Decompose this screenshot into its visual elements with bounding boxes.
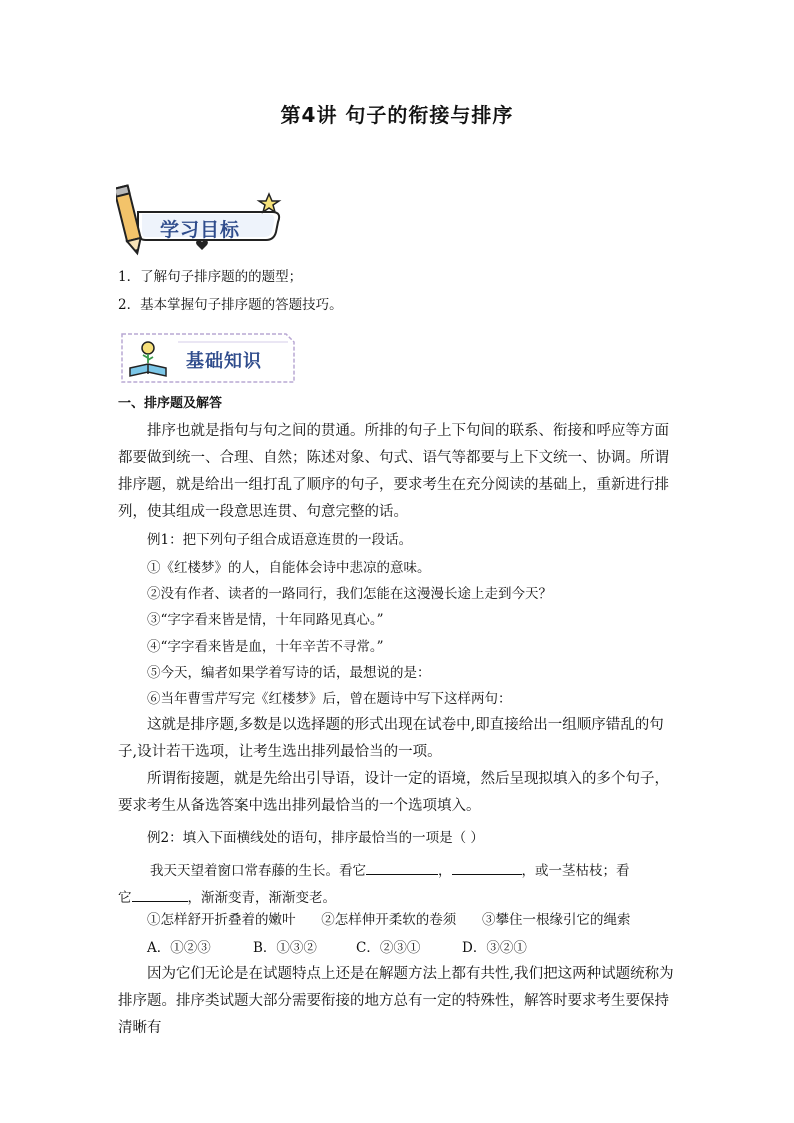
choice-a: A．①②③	[147, 940, 211, 956]
goal-item-1: 1．了解句子排序题的的题型；	[118, 269, 303, 285]
goal-item-2: 2．基本掌握句子排序题的答题技巧。	[118, 297, 343, 313]
choice-d: D．③②①	[462, 940, 527, 956]
example1-sentence-6: ⑥当年曹雪芹写完《红楼梦》后，曾在题诗中写下这样两句：	[147, 691, 512, 707]
blank-3	[132, 887, 188, 902]
example2-text-line-1	[150, 860, 630, 879]
basic-knowledge-badge	[118, 330, 298, 386]
example2-text-d: ，渐渐变青，渐渐变老。	[187, 890, 336, 906]
basic-knowledge-label: 基础知识	[186, 351, 262, 372]
blank-2	[452, 860, 522, 875]
paragraph-3: 所谓衔接题，就是先给出引导语，设计一定的语境，然后呈现拟填入的多个句子，要求考生从备选答案中选出排列最恰当的一个选项填入。	[118, 771, 669, 814]
learning-goals-badge	[116, 180, 286, 256]
example2-prompt: 例2：填入下面横线处的语句，排序最恰当的一项是（ ）	[147, 830, 484, 846]
example2-separator: ，	[438, 863, 452, 879]
example2-text-line-2	[118, 887, 336, 906]
choice-b: B．①③②	[253, 940, 317, 956]
example1-sentence-2: ②没有作者、读者的一路同行，我们怎能在这漫漫长途上走到今天？	[147, 586, 552, 602]
example2-text-c: 它	[118, 890, 132, 906]
example1-sentence-5: ⑤今天，编者如果学着写诗的话，最想说的是：	[147, 665, 431, 681]
paragraph-4: 因为它们无论是在试题特点上还是在解题方法上都有共性,我们把这两种试题统称为排序题。排序类试题大部分需要衔接的地方总有一定的特殊性，解答时要求考生要保持清晰有	[118, 966, 674, 1036]
example2-text-a: 我天天望着窗口常春藤的生长。看它	[150, 863, 366, 879]
example1-sentence-4: ④“字字看来皆是血，十年辛苦不寻常。”	[147, 639, 384, 655]
intro-paragraph: 排序也就是指句与句之间的贯通。所排的句子上下句间的联系、衔接和呼应等方面都要做到统一、合理、自然；陈述对象、句式、语气等都要与上下文统一、协调。所谓排序题，就是给出一组打乱了顺序的句子，要求考生在充分阅读的基础上，重新进行排列，使其组成一段意思连贯、句意完整的话。	[118, 423, 669, 520]
example1-sentence-1: ①《红楼梦》的人，自能体会诗中悲凉的意味。	[147, 560, 431, 576]
section-heading: 一、排序题及解答	[118, 396, 223, 411]
example1-sentence-3: ③“字字看来皆是情，十年同路见真心。”	[147, 612, 384, 628]
example2-options: ①怎样舒开折叠着的嫩叶 ②怎样伸开柔软的卷须 ③攀住一根缘引它的绳索	[147, 912, 631, 928]
page-title: 第4讲 句子的衔接与排序	[280, 103, 514, 127]
choice-c: C．②③①	[356, 940, 421, 956]
paragraph-2: 这就是排序题,多数是以选择题的形式出现在试卷中,即直接给出一组顺序错乱的句子,设计若干选项，让考生选出排列最恰当的一项。	[118, 717, 664, 760]
learning-goals-label: 学习目标	[160, 219, 241, 241]
blank-1	[366, 860, 438, 875]
example1-prompt: 例1：把下列句子组合成语意连贯的一段话。	[147, 532, 413, 548]
example2-text-b: ，或一茎枯枝；看	[521, 863, 630, 879]
